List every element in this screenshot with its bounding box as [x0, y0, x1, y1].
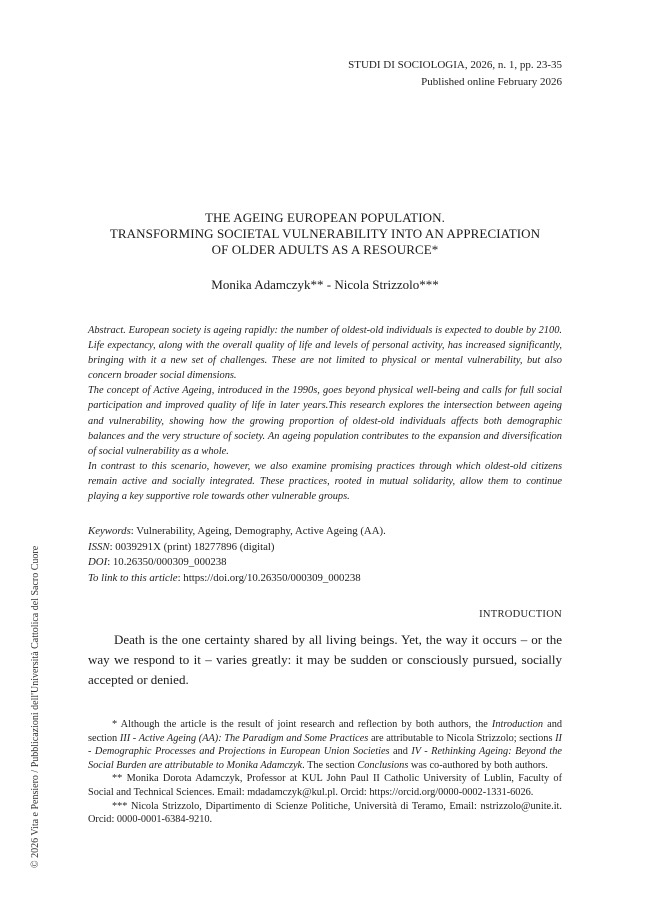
footnote-1-text-e: are attributable to Nicola Strizzolo; sections	[368, 732, 556, 744]
footnote-1-text-d: III - Active Ageing (AA): The Paradigm and Some Practices	[119, 732, 369, 744]
body-paragraph-1: Death is the one certainty shared by all living beings. Yet, the way it occurs – or the way we respond to it – varies greatly: it may be sudden or consciously pursued, socially accepted or denied.	[88, 632, 562, 687]
footnote-1-text-b: Introduction	[491, 719, 544, 730]
article-link-line	[88, 571, 562, 587]
footnote-1-text-h: IV - Rethinking Ageing: Beyond the Social Burden are attributable to Monika Adamczyk	[88, 746, 562, 771]
issn-label: ISSN	[88, 540, 110, 553]
keywords-label: Keywords	[88, 525, 131, 537]
footnote-1	[88, 718, 562, 772]
doi-value: : 10.26350/000309_000238	[107, 556, 227, 569]
journal-header	[348, 57, 562, 91]
doi-label: DOI	[88, 556, 108, 569]
article-link-label: To link to this article	[88, 571, 178, 584]
footnote-1-text-g: and	[389, 746, 412, 758]
footnote-1-text-f: II - Demographic Processes and Projections in European Union Societies	[88, 732, 562, 758]
article-authors: Monika Adamczyk** - Nicola Strizzolo***	[211, 277, 439, 292]
article-metadata	[88, 524, 562, 586]
section-heading: INTRODUCTION	[479, 609, 562, 620]
keywords-line	[88, 524, 562, 540]
abstract	[88, 323, 562, 504]
article-title	[88, 210, 562, 258]
title-line-3: OF OLDER ADULTS AS A RESOURCE*	[211, 242, 439, 257]
footnote-1-text-i: . The section	[302, 759, 358, 771]
footnotes	[88, 718, 562, 827]
issn-line	[88, 540, 562, 556]
article-link-value[interactable]: : https://doi.org/10.26350/000309_000238	[177, 571, 361, 584]
footnote-2: ** Monika Dorota Adamczyk, Professor at KUL John Paul II Catholic University of Lublin, Faculty of Social and Technical Sciences. Email: mdadamczyk@kul.pl. Orcid: https://orcid.org/0000-0002-1331-6026.	[88, 773, 562, 798]
footnote-1-text-j: Conclusions	[357, 759, 409, 771]
journal-citation: STUDI DI SOCIOLOGIA, 2026, n. 1, pp. 23-35	[348, 59, 562, 71]
body-text	[88, 630, 562, 690]
footnote-1-text-c: and section	[88, 719, 562, 744]
abstract-paragraph-1: Abstract. European society is ageing rapidly: the number of oldest-old individuals is expected to double by 2100. Life expectancy, along with the overall quality of life and levels of personal activity, has increased significantly, bringing with it a new set of challenges. These are not limited to physical or mental vulnerability, but also concern broader social dimensions.	[88, 325, 562, 382]
footnote-1-text-k: was co-authored by both authors.	[408, 759, 548, 771]
abstract-paragraph-2: The concept of Active Ageing, introduced in the 1990s, goes beyond physical well-being and calls for full social participation and improved quality of life in later years.This research explores the intersection between ageing and vulnerability, showing how the growing proportion of oldest-old individuals affects both demographic balances and the very structure of society. An ageing population contributes to the expansion and diversification of social vulnerability as a whole.	[88, 385, 562, 457]
keywords-value: : Vulnerability, Ageing, Demography, Active Ageing (AA).	[130, 525, 386, 537]
title-line-1: THE AGEING EUROPEAN POPULATION.	[205, 210, 445, 225]
abstract-paragraph-3: In contrast to this scenario, however, we also examine promising practices through which oldest-old citizens remain active and socially integrated. These practices, rooted in mutual solidarity, allow them to continue playing a key supportive role towards other vulnerable groups.	[88, 460, 562, 503]
doi-line	[88, 555, 562, 571]
issn-value: : 0039291X (print) 18277896 (digital)	[109, 540, 275, 553]
copyright-sidebar: © 2026 Vita e Pensiero / Pubblicazioni dell'Università Cattolica del Sacro Cuore	[30, 545, 41, 868]
publication-date: Published online February 2026	[421, 76, 562, 88]
footnote-1-text-a: * Although the article is the result of joint research and reflection by both authors, the	[112, 719, 492, 730]
title-line-2: TRANSFORMING SOCIETAL VULNERABILITY INTO AN APPRECIATION	[109, 226, 541, 241]
footnote-3: *** Nicola Strizzolo, Dipartimento di Scienze Politiche, Università di Teramo, Email: nstrizzolo@unite.it. Orcid: 0000-0001-6384-9210.	[88, 800, 562, 826]
